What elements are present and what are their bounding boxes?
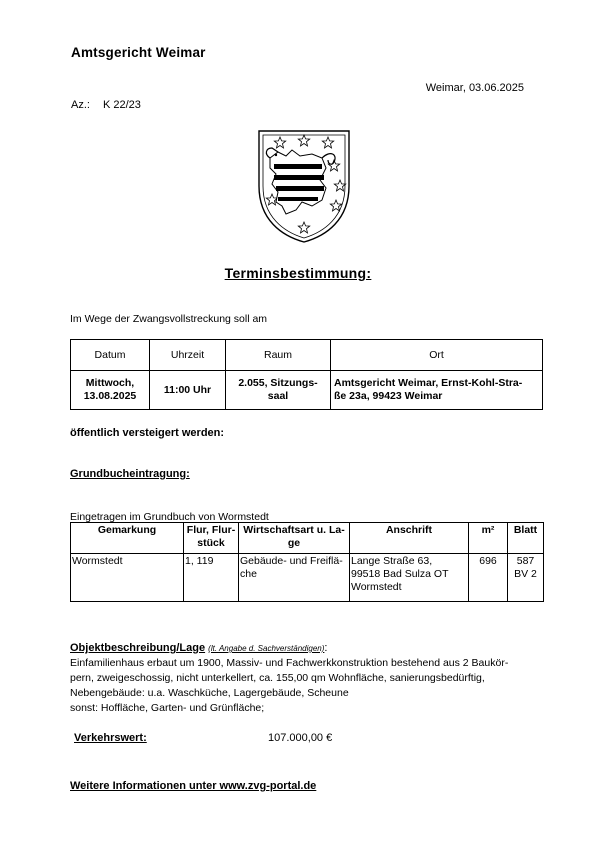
cell-anschrift [350, 554, 469, 602]
object-description-line: sonst: Hoffläche, Garten- und Grünfläche; [70, 702, 265, 714]
object-description-heading [70, 642, 327, 654]
header-m2: m² [469, 523, 508, 554]
object-description-note: (lt. Angabe d. Sachverständigen) [208, 644, 325, 653]
anschrift-line-2: 99518 Bad Sulza OT [351, 568, 449, 580]
wirtschaftsart-line-2: che [240, 568, 257, 580]
place-date: Weimar, 03.06.2025 [425, 82, 524, 94]
table-header-row [71, 523, 544, 554]
cell-raum [226, 371, 331, 410]
document-title: Terminsbestimmung: [224, 265, 372, 281]
auction-statement: öffentlich versteigert werden: [70, 427, 225, 439]
object-description-line: Einfamilienhaus erbaut um 1900, Massiv- und Fachwerkkonstruktion bestehend aus 2 Baukör- [70, 657, 509, 669]
header-gemarkung: Gemarkung [71, 523, 184, 554]
header-raum: Raum [226, 340, 331, 371]
cell-wirtschaftsart [239, 554, 350, 602]
intro-text: Im Wege der Zwangsvollstreckung soll am [70, 313, 268, 325]
table-row [71, 554, 544, 602]
table-header-row [71, 340, 543, 371]
cell-m2: 696 [469, 554, 508, 602]
ort-line-1: Amtsgericht Weimar, Ernst-Kohl-Stra- [334, 377, 523, 389]
header-anschrift: Anschrift [350, 523, 469, 554]
datum-line-2: 13.08.2025 [83, 390, 137, 402]
object-description-line: pern, zweigeschossig, nicht unterkellert, ca. 155,00 qm Wohnfläche, sanierungsbedürftig, [70, 672, 485, 684]
raum-line-2: saal [267, 390, 289, 402]
court-name: Amtsgericht Weimar [71, 45, 206, 60]
table-row [71, 371, 543, 410]
appointment-table [70, 339, 543, 410]
land-register-heading: Grundbucheintragung: [70, 468, 190, 480]
header-blatt: Blatt [508, 523, 544, 554]
case-number: K 22/23 [103, 99, 141, 111]
more-info-link[interactable]: Weitere Informationen unter www.zvg-portal.de [70, 780, 317, 792]
cell-gemarkung: Wormstedt [71, 554, 184, 602]
thuringia-coat-of-arms [256, 128, 352, 244]
header-ort: Ort [331, 340, 543, 371]
header-uhrzeit: Uhrzeit [150, 340, 226, 371]
cell-uhrzeit: 11:00 Uhr [150, 371, 226, 410]
object-description-line: Nebengebäude: u.a. Waschküche, Lagergebäude, Scheune [70, 687, 349, 699]
cell-flur: 1, 119 [184, 554, 239, 602]
case-number-label: Az.: [71, 99, 90, 111]
header-flur-line-1: Flur, Flur- [186, 524, 236, 536]
land-register-intro: Eingetragen im Grundbuch von Wormstedt [70, 511, 269, 523]
anschrift-line-3: Wormstedt [351, 581, 402, 593]
ort-line-2: ße 23a, 99423 Weimar [334, 390, 443, 402]
blatt-line-2: BV 2 [514, 568, 537, 580]
header-flur [184, 523, 239, 554]
anschrift-line-1: Lange Straße 63, [351, 555, 433, 567]
header-wirtschaftsart [239, 523, 350, 554]
header-wirtschaftsart-line-1: Wirtschaftsart u. La- [243, 524, 345, 536]
wirtschaftsart-line-1: Gebäude- und Freiflä- [240, 555, 343, 567]
market-value-label: Verkehrswert: [74, 732, 147, 744]
object-description-colon: : [324, 642, 328, 654]
market-value: 107.000,00 € [268, 732, 333, 744]
cell-blatt [508, 554, 544, 602]
datum-line-1: Mittwoch, [85, 377, 135, 389]
header-datum: Datum [71, 340, 150, 371]
object-description-title: Objektbeschreibung/Lage [70, 642, 206, 654]
land-register-table [70, 522, 544, 602]
cell-ort [331, 371, 543, 410]
cell-datum [71, 371, 150, 410]
raum-line-1: 2.055, Sitzungs- [238, 377, 318, 389]
header-wirtschaftsart-line-2: ge [287, 537, 301, 549]
blatt-line-1: 587 [516, 555, 535, 567]
header-flur-line-2: stück [197, 537, 225, 549]
object-description-text [70, 656, 540, 716]
